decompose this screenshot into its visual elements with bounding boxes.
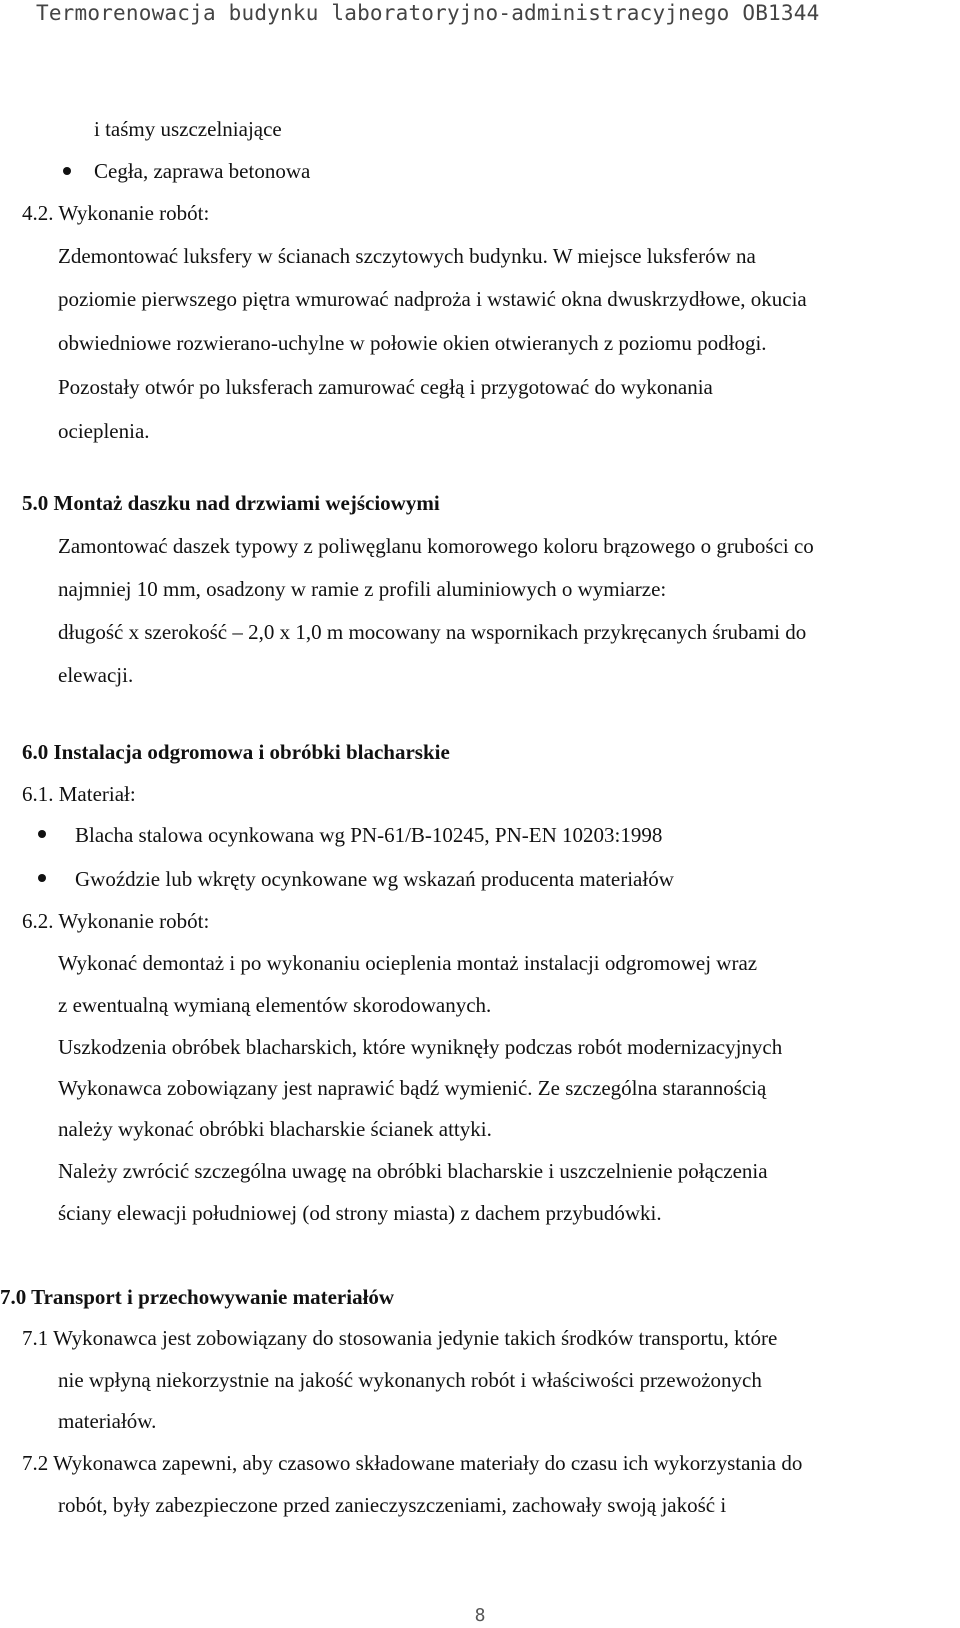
section-heading: 6.0 Instalacja odgromowa i obróbki blacharskie (22, 740, 450, 764)
text-line: i taśmy uszczelniające (94, 117, 282, 141)
bullet-icon (38, 830, 46, 838)
text-line: materiałów. (58, 1409, 157, 1433)
text-line: należy wykonać obróbki blacharskie ścianek attyki. (58, 1117, 492, 1141)
text-line: Pozostały otwór po luksferach zamurować cegłą i przygotować do wykonania (58, 375, 713, 399)
text-line: elewacji. (58, 663, 134, 687)
text-line: ściany elewacji południowej (od strony miasta) z dachem przybudówki. (58, 1201, 662, 1225)
page-number: 8 (474, 1605, 486, 1626)
list-item: Gwoździe lub wkręty ocynkowane wg wskazań producenta materiałów (75, 867, 674, 891)
list-item: Cegła, zaprawa betonowa (94, 159, 311, 183)
text-line: robót, były zabezpieczone przed zanieczyszczeniami, zachowały swoją jakość i (58, 1493, 727, 1517)
text-line: najmniej 10 mm, osadzony w ramie z profili aluminiowych o wymiarze: (58, 577, 667, 601)
text-line: Wykonawca zobowiązany jest naprawić bądź wymienić. Ze szczególna starannością (58, 1076, 767, 1100)
text-line: 7.1 Wykonawca jest zobowiązany do stosowania jedynie takich środków transportu, które (22, 1326, 778, 1350)
list-item: Blacha stalowa ocynkowana wg PN-61/B-10245, PN-EN 10203:1998 (75, 823, 663, 847)
subsection-heading: 6.1. Materiał: (22, 782, 136, 806)
text-line: 7.2 Wykonawca zapewni, aby czasowo składowane materiały do czasu ich wykorzystania do (22, 1451, 803, 1475)
text-line: obwiedniowe rozwierano-uchylne w połowie okien otwieranych z poziomu podłogi. (58, 331, 767, 355)
text-line: poziomie pierwszego piętra wmurować nadproża i wstawić okna dwuskrzydłowe, okucia (58, 287, 807, 311)
section-heading: 7.0 Transport i przechowywanie materiałów (0, 1285, 395, 1309)
text-line: nie wpłyną niekorzystnie na jakość wykonanych robót i właściwości przewożonych (58, 1368, 762, 1392)
subsection-heading: 6.2. Wykonanie robót: (22, 909, 210, 933)
text-line: Wykonać demontaż i po wykonaniu ocieplenia montaż instalacji odgromowej wraz (58, 951, 758, 975)
text-line: ocieplenia. (58, 419, 150, 443)
text-line: z ewentualną wymianą elementów skorodowanych. (58, 993, 492, 1017)
bullet-icon (63, 167, 71, 175)
text-line: Zamontować daszek typowy z poliwęglanu komorowego koloru brązowego o grubości co (58, 534, 814, 558)
text-line: Uszkodzenia obróbek blacharskich, które wyniknęły podczas robót modernizacyjnych (58, 1035, 783, 1059)
text-line: Należy zwrócić szczególna uwagę na obróbki blacharskie i uszczelnienie połączenia (58, 1159, 768, 1183)
text-line: Zdemontować luksfery w ścianach szczytowych budynku. W miejsce luksferów na (58, 244, 756, 268)
page-header-title: Termorenowacja budynku laboratoryjno-administracyjnego OB1344 (36, 1, 820, 25)
subsection-heading: 4.2. Wykonanie robót: (22, 201, 210, 225)
text-line: długość x szerokość – 2,0 x 1,0 m mocowany na wspornikach przykręcanych śrubami do (58, 620, 807, 644)
bullet-icon (38, 874, 46, 882)
section-heading: 5.0 Montaż daszku nad drzwiami wejściowymi (22, 491, 440, 515)
